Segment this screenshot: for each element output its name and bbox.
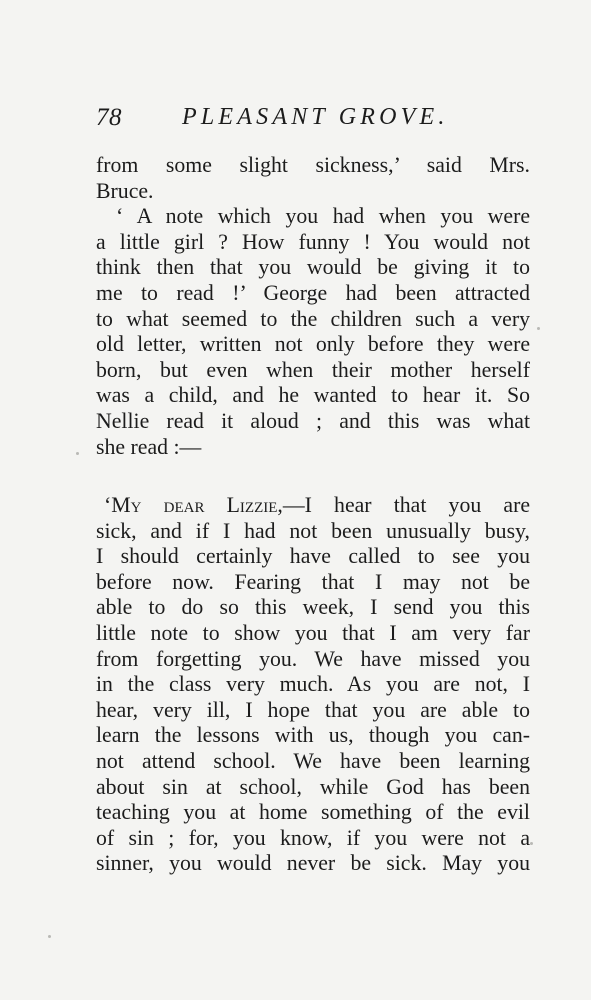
text-line: before now. Fearing that I may not be <box>96 569 530 594</box>
text-line: not attend school. We have been learning <box>96 748 530 773</box>
text-line: she read :— <box>96 434 202 459</box>
text-line: in the class very much. As you are not, I <box>96 672 530 697</box>
ink-speck <box>530 842 533 845</box>
text-line: born, but even when their mother herself <box>96 357 530 382</box>
text-line: me to read !’ George had been attracted <box>96 280 530 305</box>
page-number: 78 <box>96 104 122 131</box>
text-line: to what seemed to the children such a very <box>96 306 530 331</box>
text-line: learn the lessons with us, though you can- <box>96 723 530 748</box>
salutation: My dear Lizzie, <box>111 493 283 517</box>
text-line: able to do so this week, I send you this <box>96 595 530 620</box>
text-line: from forgetting you. We have missed you <box>96 646 530 671</box>
ink-speck <box>48 935 51 938</box>
ink-speck <box>537 327 540 330</box>
letter-text <box>96 493 530 877</box>
text-line: Nellie read it aloud ; and this was what <box>96 408 530 433</box>
text-line: about sin at school, while God has been <box>96 774 530 799</box>
text-line: I should certainly have called to see you <box>96 544 530 569</box>
page-header <box>96 104 526 138</box>
text-line: ‘ A note which you had when you were <box>116 204 530 229</box>
text-line: a little girl ? How funny ! You would not <box>96 229 530 254</box>
text-line: sick, and if I had not been unusually busy, <box>96 518 530 543</box>
body-text-top <box>96 153 530 460</box>
running-title: PLEASANT GROVE. <box>182 104 449 130</box>
text-line: old letter, written not only before they were <box>96 332 530 357</box>
text-line-rest: —I hear that you are <box>282 493 530 517</box>
text-line: think then that you would be giving it to <box>96 255 530 280</box>
text-line: teaching you at home something of the evil <box>96 800 530 825</box>
text-line: Bruce. <box>96 178 154 203</box>
text-line: was a child, and he wanted to hear it. So <box>96 383 530 408</box>
text-line: of sin ; for, you know, if you were not a <box>96 825 530 850</box>
text-line: sinner, you would never be sick. May you <box>96 851 530 876</box>
text-line: from some slight sickness,’ said Mrs. <box>96 153 530 177</box>
ink-speck <box>76 452 79 455</box>
text-line: hear, very ill, I hope that you are able to <box>96 697 530 722</box>
text-line: little note to show you that I am very far <box>96 620 530 645</box>
open-quote: ‘ <box>104 493 112 517</box>
letter-opening-line <box>96 493 530 519</box>
